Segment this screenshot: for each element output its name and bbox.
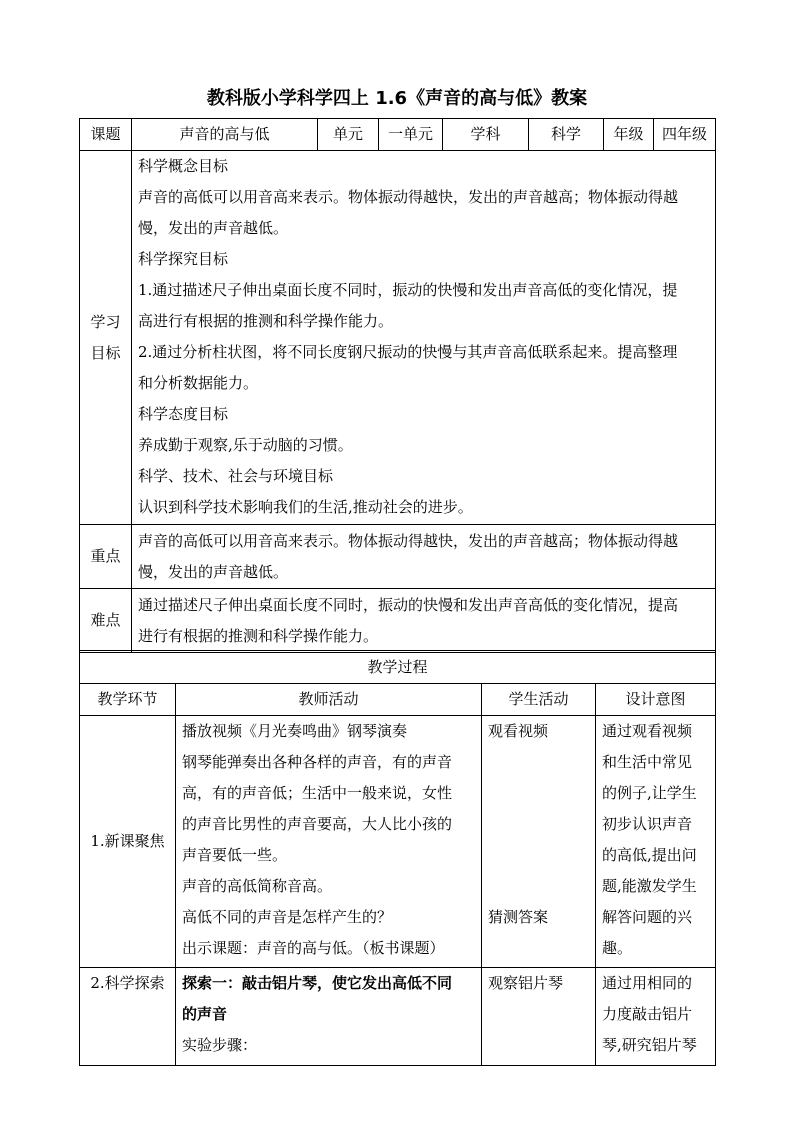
teacher-line: 探索一：敲击铝片琴，使它发出高低不同 (182, 974, 453, 992)
process-heading: 教学过程 (80, 651, 716, 684)
key-point-line: 声音的高低可以用音高来表示。物体振动得越快，发出的声音越高；物体振动得越 (138, 531, 679, 550)
intent-line: 初步认识声音 (602, 815, 693, 833)
student-spacer (488, 747, 589, 902)
key-points-content (132, 525, 716, 589)
objectives-content (132, 151, 716, 525)
objective-line: 认识到科学技术影响我们的生活,推动社会的进步。 (138, 498, 473, 516)
objective-line: 高进行有根据的推测和科学操作能力。 (138, 312, 394, 330)
lesson-label: 课题 (80, 119, 132, 151)
column-header-stage: 教学环节 (80, 684, 176, 716)
teacher-line: 声音的高低简称音高。 (182, 877, 333, 895)
difficulty-line: 通过描述尺子伸出桌面长度不同时，振动的快慢和发出声音高低的变化情况，提高 (138, 595, 679, 614)
objective-line: 声音的高低可以用音高来表示。物体振动得越快，发出的声音越高；物体振动得越 (138, 188, 679, 206)
student-line: 观看视频 (488, 722, 549, 740)
teacher-line: 播放视频《月光奏鸣曲》钢琴演奏 (182, 722, 408, 740)
intent-line: 和生活中常见 (602, 753, 693, 771)
column-header-intent: 设计意图 (596, 684, 716, 716)
teacher-line: 的声音 (182, 1005, 228, 1023)
teaching-process-table (79, 650, 716, 1066)
stage-cell: 1.新课聚焦 (80, 716, 176, 968)
teacher-line: 高低不同的声音是怎样产生的？ (182, 908, 393, 926)
intent-cell (596, 968, 716, 1066)
objectives-label-line: 目标 (90, 343, 121, 362)
difficulties-label: 难点 (80, 589, 132, 653)
objectives-label-line: 学习 (90, 312, 121, 331)
subject-value: 科学 (529, 119, 604, 151)
grade-value: 四年级 (654, 119, 716, 151)
teacher-activity-cell (176, 968, 482, 1066)
teacher-line: 钢琴能弹奏出各种各样的声音，有的声音 (182, 753, 453, 771)
key-point-line: 慢，发出的声音越低。 (138, 562, 289, 581)
teacher-line: 声音要低一些。 (182, 846, 288, 864)
student-line: 猜测答案 (488, 908, 549, 926)
objective-line: 养成勤于观察,乐于动脑的习惯。 (138, 436, 353, 454)
objective-line: 2.通过分析柱状图，将不同长度钢尺振动的快慢与其声音高低联系起来。提高整理 (138, 343, 678, 361)
document-title: 教科版小学科学四上 1.6《声音的高与低》教案 (206, 88, 588, 109)
student-activity-cell (482, 968, 596, 1066)
column-header-teacher: 教师活动 (176, 684, 482, 716)
student-activity-cell (482, 716, 596, 968)
intent-line: 题,能激发学生 (602, 877, 697, 895)
objective-line: 科学、技术、社会与环境目标 (138, 467, 334, 485)
intent-line: 通过用相同的 (602, 974, 693, 992)
objective-line: 科学概念目标 (138, 157, 229, 175)
lesson-value: 声音的高与低 (132, 119, 318, 151)
teacher-activity-cell (176, 716, 482, 968)
key-points-label: 重点 (80, 525, 132, 589)
objective-line: 和分析数据能力。 (138, 374, 259, 392)
intent-line: 趣。 (602, 939, 633, 957)
objective-line: 1.通过描述尺子伸出桌面长度不同时，振动的快慢和发出声音高低的变化情况，提 (138, 281, 678, 299)
teacher-line: 实验步骤： (182, 1036, 258, 1054)
unit-label: 单元 (318, 119, 379, 151)
objective-line: 慢，发出的声音越低。 (138, 219, 289, 237)
intent-line: 的高低,提出问 (602, 846, 697, 864)
difficulties-content (132, 589, 716, 653)
stage-cell: 2.科学探索 (80, 968, 176, 1066)
difficulty-line: 进行有根据的推测和科学操作能力。 (138, 626, 379, 645)
objective-line: 科学探究目标 (138, 250, 229, 268)
unit-value: 一单元 (379, 119, 443, 151)
teacher-line: 出示课题：声音的高与低。（板书课题） (182, 939, 445, 957)
intent-line: 的例子,让学生 (602, 784, 697, 802)
column-header-student: 学生活动 (482, 684, 596, 716)
teacher-line: 的声音比男性的声音要高，大人比小孩的 (182, 815, 453, 833)
intent-line: 解答问题的兴 (602, 908, 693, 926)
lesson-info-table (79, 118, 716, 653)
objectives-label (80, 151, 132, 525)
intent-line: 琴,研究铝片琴 (602, 1036, 697, 1054)
subject-label: 学科 (443, 119, 529, 151)
grade-label: 年级 (604, 119, 654, 151)
teacher-line: 高，有的声音低；生活中一般来说，女性 (182, 784, 453, 802)
student-line: 观察铝片琴 (488, 974, 564, 992)
intent-line: 力度敲击铝片 (602, 1005, 693, 1023)
objective-line: 科学态度目标 (138, 405, 229, 423)
intent-cell (596, 716, 716, 968)
intent-line: 通过观看视频 (602, 722, 693, 740)
